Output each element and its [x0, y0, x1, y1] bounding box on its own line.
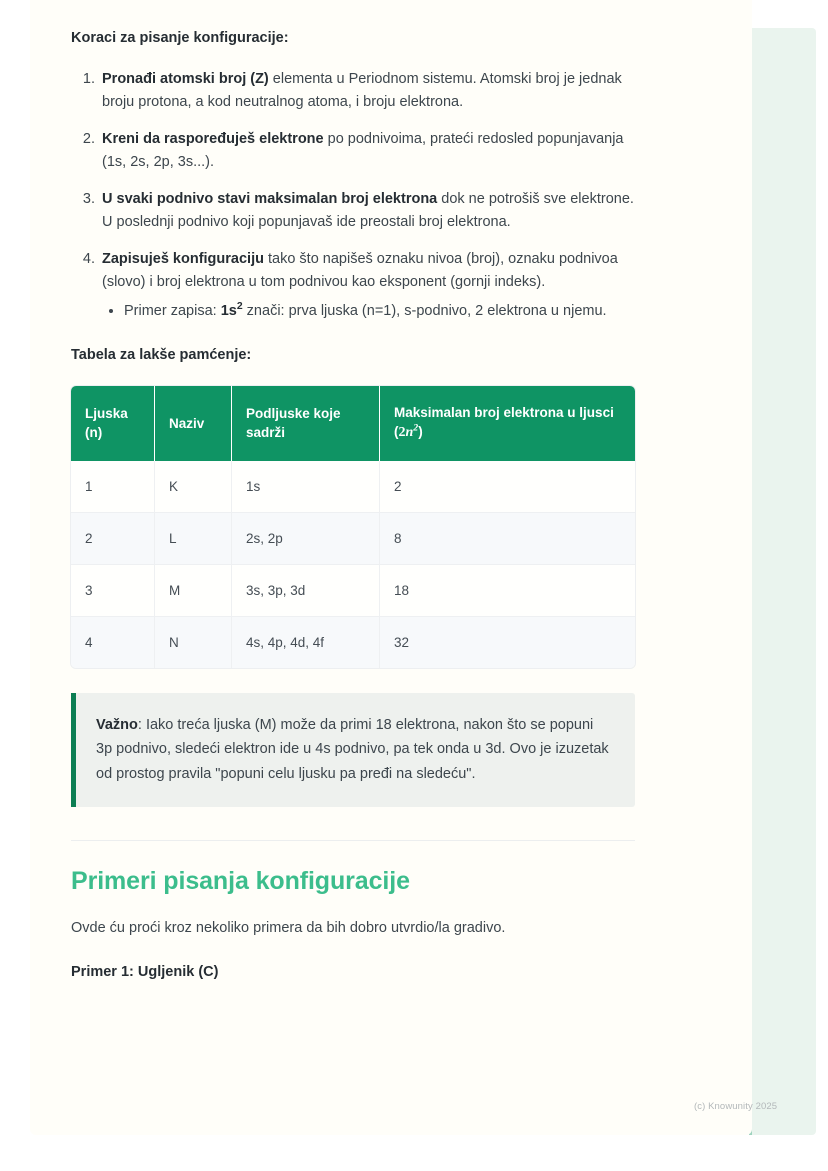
steps-list [71, 68, 635, 323]
cell-shell: 1 [71, 461, 155, 513]
step-3-text: dok ne potrošiš sve elektrone. U poslednji podnivo koji popunjavaš ide preostali broj elektrona. [102, 190, 634, 231]
cell-max-electrons: 8 [380, 513, 635, 565]
list-item [124, 300, 635, 323]
section-heading: Primeri pisanja konfiguracije [71, 866, 410, 895]
cell-max-electrons: 32 [394, 634, 410, 650]
column-header-max-electrons-suffix: ) [418, 424, 423, 440]
shells-table-wrapper [71, 386, 635, 668]
document-card [30, 0, 752, 1135]
cell-subshells: 2s, 2p [232, 513, 380, 565]
list-item [99, 188, 635, 235]
list-item [99, 248, 635, 323]
cell-shell: 3 [71, 565, 155, 617]
table-row [71, 565, 635, 617]
step-1-bold: Pronađi atomski broj (Z) [102, 70, 269, 87]
cell-shell: 2 [71, 513, 155, 565]
table-body [71, 461, 635, 668]
callout-text: : Iako treća ljuska (M) može da primi 18 elektrona, nakon što se popuni 3p podnivo, sledeći elektron ide u 4s podnivo, pa tek onda u 3d. Ovo je izuzetak od prostog pravila "popuni celu ljusku pa pređi na sledeću". [96, 716, 609, 782]
step-2-text: po podnivoima, prateći redosled popunjavanja (1s, 2s, 2p, 3s...). [102, 130, 624, 171]
document-content [71, 28, 635, 980]
cell-shell: 4 [71, 617, 155, 668]
shells-table [71, 386, 635, 668]
callout-label: Važno [96, 716, 138, 733]
section-divider [71, 840, 635, 841]
example-1-title: Primer 1: Ugljenik (C) [71, 964, 219, 981]
table-row [71, 461, 635, 513]
example-notation-post: znači: prva ljuska (n=1), s-podnivo, 2 elektrona u njemu. [242, 302, 607, 319]
cell-max-electrons: 2 [380, 461, 635, 513]
table-heading: Tabela za lakše pamćenje: [71, 347, 252, 364]
cell-max-electrons: 18 [380, 565, 635, 617]
example-notation-exponent: 2 [236, 300, 243, 312]
cell-name: K [155, 461, 232, 513]
list-item [99, 68, 635, 115]
section-intro-text: Ovde ću proći kroz nekoliko primera da bih dobro utvrdio/la gradivo. [71, 919, 506, 936]
table-row [71, 513, 635, 565]
important-callout [71, 693, 635, 807]
cell-subshells: 3s, 3p, 3d [232, 565, 380, 617]
watermark: (c) Knowunity 2025 [694, 1101, 778, 1112]
example-notation-value [220, 300, 243, 319]
formula-variable: n [405, 425, 414, 441]
column-header-max-electrons-text: Maksimalan broj elektrona u ljusci ( [394, 404, 614, 440]
table-header-row [71, 386, 635, 461]
column-header-name: Naziv [155, 386, 232, 461]
decorative-right-panel [749, 28, 816, 1135]
column-header-shell: Ljuska (n) [71, 386, 155, 461]
steps-heading: Koraci za pisanje konfiguracije: [71, 30, 289, 46]
step-3-bold: U svaki podnivo stavi maksimalan broj elektrona [102, 190, 438, 207]
example-notation-base: 1s [220, 302, 237, 319]
step-4-sublist [102, 300, 635, 323]
table-row [71, 617, 635, 668]
step-4-text: tako što napišeš oznaku nivoa (broj), oznaku podnivoa (slovo) i broj elektrona u tom podnivou kao eksponent (gornji indeks). [102, 250, 618, 291]
max-electrons-formula [398, 422, 419, 441]
cell-name: M [155, 565, 232, 617]
column-header-max-electrons [380, 386, 635, 461]
cell-subshells: 4s, 4p, 4d, 4f [232, 617, 380, 668]
step-4-bold: Zapisuješ konfiguraciju [102, 250, 264, 267]
cell-name: L [155, 513, 232, 565]
cell-subshells: 1s [232, 461, 380, 513]
formula-coefficient: 2 [398, 425, 406, 441]
list-item [99, 128, 635, 175]
formula-exponent: 2 [413, 422, 419, 434]
cell-name: N [155, 617, 232, 668]
step-1-text: elementa u Periodnom sistemu. Atomski broj je jednak broju protona, a kod neutralnog atoma, i broju elektrona. [102, 70, 622, 111]
example-notation-pre: Primer zapisa: [124, 302, 221, 319]
column-header-subshells: Podljuske koje sadrži [232, 386, 380, 461]
step-2-bold: Kreni da raspoređuješ elektrone [102, 130, 324, 147]
